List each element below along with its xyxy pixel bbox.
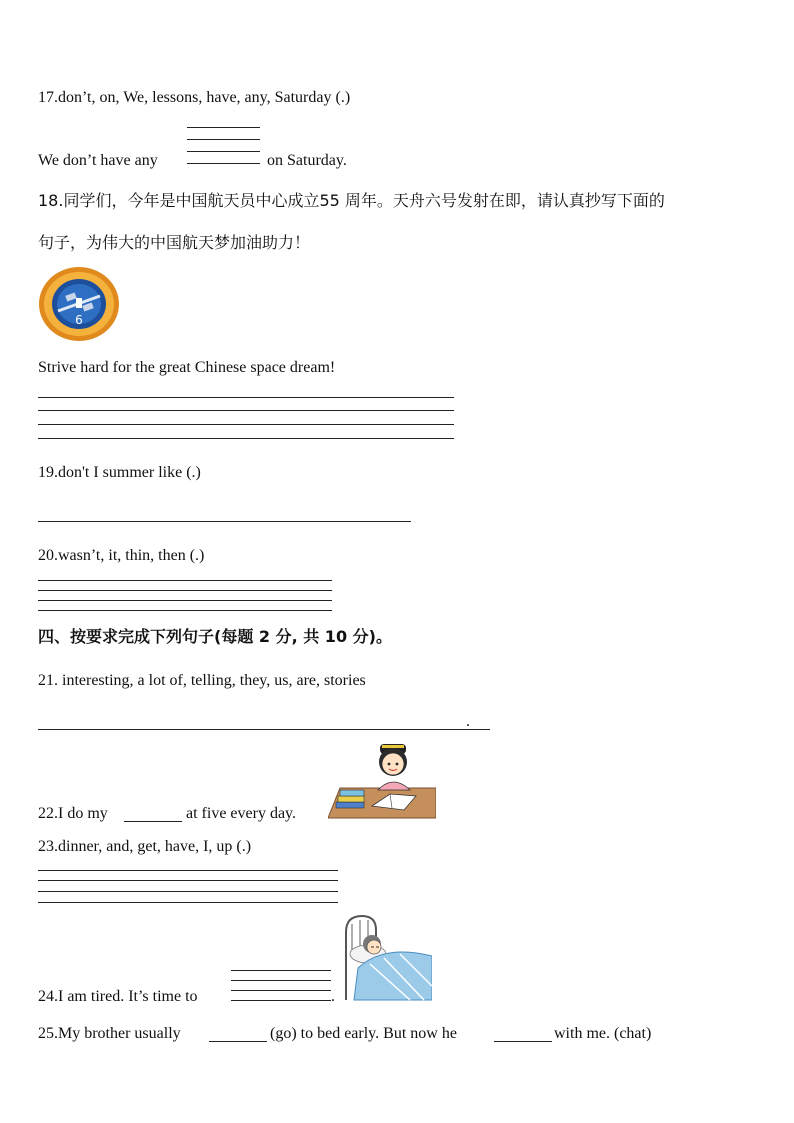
- q24-writing-line: [231, 980, 331, 981]
- q25-blank-1: [209, 1041, 267, 1042]
- q17-sentence-before: We don’t have any: [38, 152, 158, 169]
- q22-blank: [124, 821, 182, 822]
- q17-writing-line: [187, 139, 260, 140]
- q17-writing-line: [187, 163, 260, 164]
- q18-writing-line: [38, 410, 454, 411]
- q18-sentence: Strive hard for the great Chinese space dream!: [38, 359, 336, 376]
- section-4-title: 四、按要求完成下列句子(每题 2 分, 共 10 分)。: [38, 627, 392, 646]
- q21-prompt: 21. interesting, a lot of, telling, they, us, are, stories: [38, 672, 366, 689]
- q25-part1: 25.My brother usually: [38, 1025, 181, 1042]
- q18-writing-line: [38, 397, 454, 398]
- q17-prompt: 17.don’t, on, We, lessons, have, any, Saturday (.): [38, 89, 351, 106]
- q18-writing-line: [38, 424, 454, 425]
- q19-answer-line: [38, 521, 411, 522]
- q18-instruction-line1: 18.同学们，今年是中国航天员中心成立55 周年。天舟六号发射在即，请认真抄写下面的: [38, 191, 665, 210]
- space-mission-badge-icon: [38, 266, 120, 342]
- q24-writing-line: [231, 970, 331, 971]
- q20-prompt: 20.wasn’t, it, thin, then (.): [38, 547, 205, 564]
- q23-writing-line: [38, 870, 338, 871]
- q20-writing-line: [38, 590, 332, 591]
- q22-after: at five every day.: [186, 805, 297, 822]
- q17-writing-line: [187, 151, 260, 152]
- q20-writing-line: [38, 600, 332, 601]
- q19-prompt: 19.don't I summer like (.): [38, 464, 201, 481]
- q17-writing-line: [187, 127, 260, 128]
- q24-writing-line: [231, 990, 331, 991]
- q18-writing-line: [38, 438, 454, 439]
- q24-after: .: [331, 988, 335, 1005]
- q21-answer-line: [38, 729, 490, 730]
- q23-writing-line: [38, 902, 338, 903]
- q24-writing-line: [231, 1000, 331, 1001]
- q25-part3: with me. (chat): [554, 1025, 652, 1042]
- q23-writing-line: [38, 891, 338, 892]
- child-sleeping-in-bed-icon: [340, 914, 432, 1002]
- q25-part2: (go) to bed early. But now he: [270, 1025, 457, 1042]
- girl-reading-icon: [328, 740, 436, 820]
- q20-writing-line: [38, 580, 332, 581]
- q21-end-period: .: [466, 713, 470, 730]
- q17-sentence-after: on Saturday.: [267, 152, 347, 169]
- q23-prompt: 23.dinner, and, get, have, I, up (.): [38, 838, 252, 855]
- svg-text:6: 6: [75, 313, 83, 327]
- q18-instruction-line2: 句子，为伟大的中国航天梦加油助力！: [38, 233, 311, 252]
- q23-writing-line: [38, 880, 338, 881]
- q25-blank-2: [494, 1041, 552, 1042]
- q22-before: 22.I do my: [38, 805, 108, 822]
- q20-writing-line: [38, 610, 332, 611]
- q24-before: 24.I am tired. It’s time to: [38, 988, 198, 1005]
